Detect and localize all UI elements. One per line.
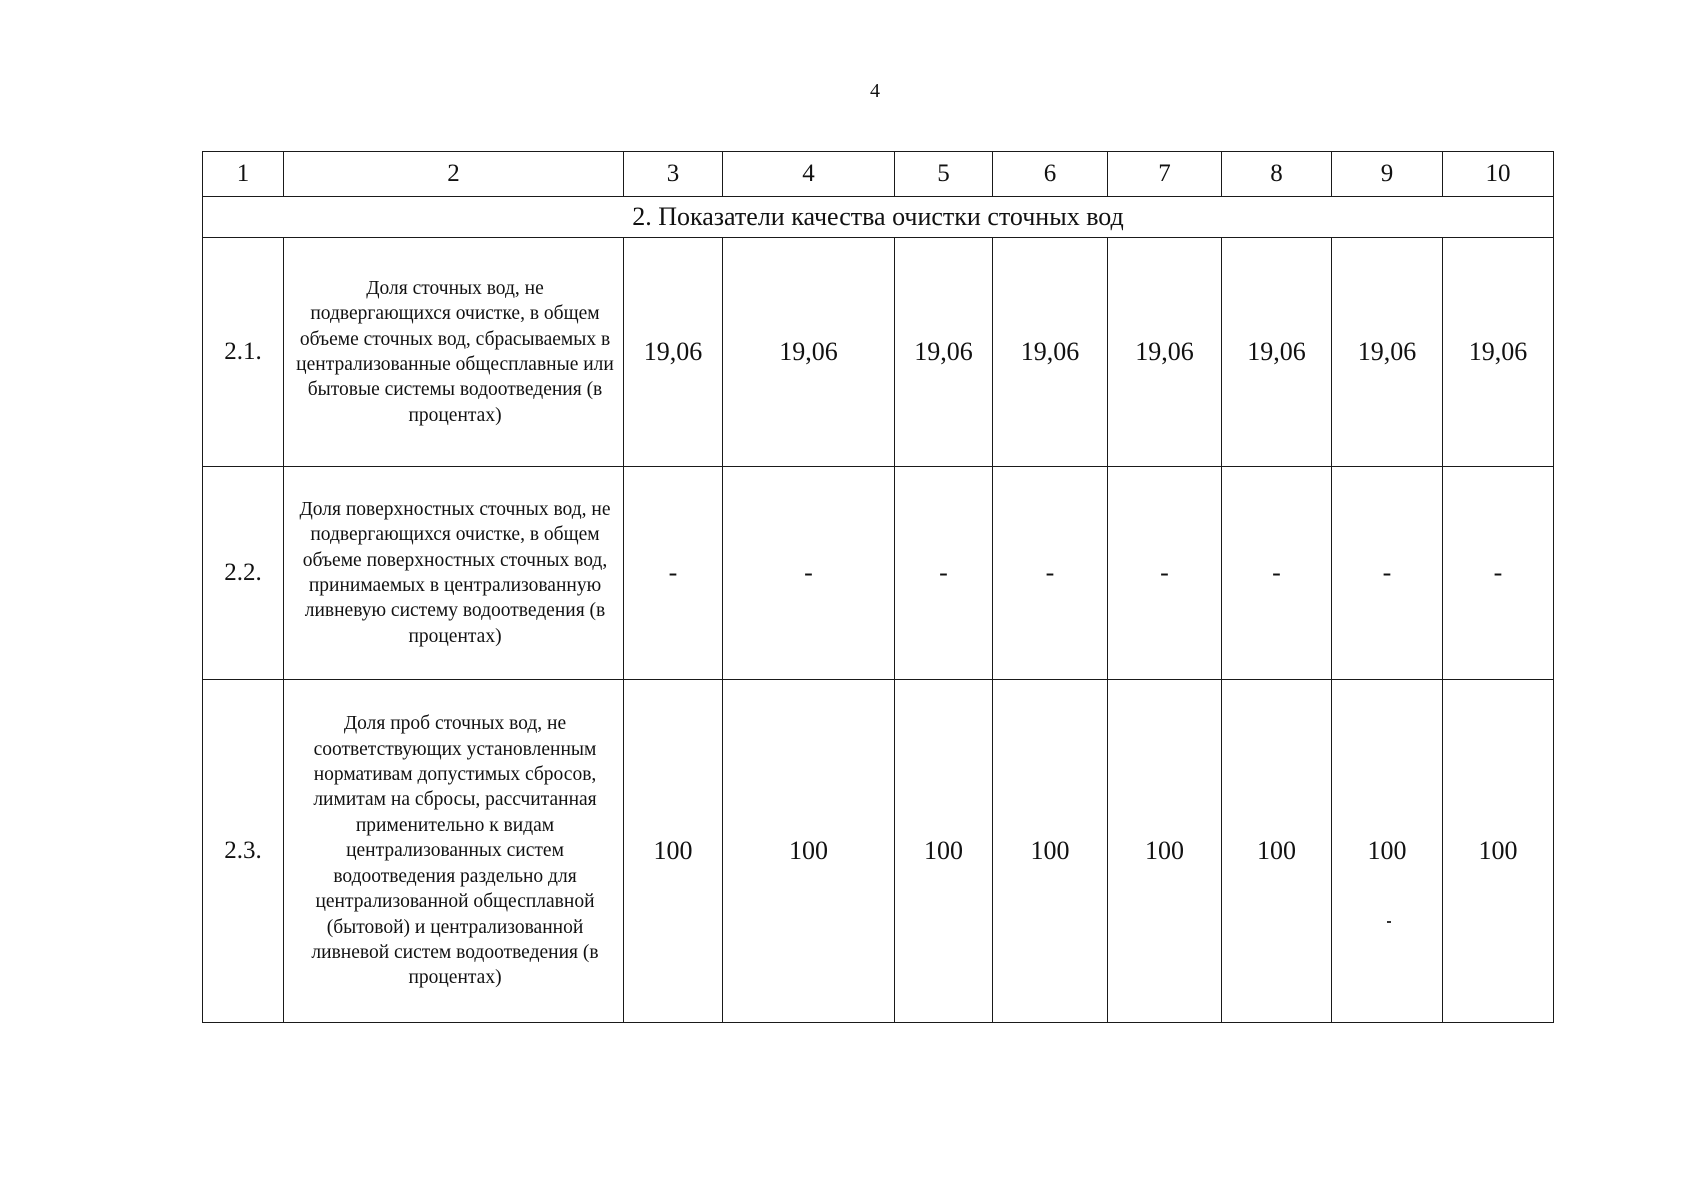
row-description: Доля сточных вод, не подвергающихся очистке, в общем объеме сточных вод, сбрасываемых в централизованные общесплавные или бытовые системы водоотведения (в процентах) [284, 238, 624, 467]
column-header: 8 [1222, 152, 1332, 197]
page-number: 4 [870, 80, 880, 102]
row-number: 2.1. [203, 238, 284, 467]
column-header: 4 [723, 152, 895, 197]
value-cell: 100 [624, 680, 723, 1023]
value-cell: 19,06 [1108, 238, 1222, 467]
value-cell: - [1222, 467, 1332, 680]
value-cell: 19,06 [895, 238, 993, 467]
column-header: 10 [1443, 152, 1554, 197]
value-cell: 100 [1108, 680, 1222, 1023]
value-cell: - [723, 467, 895, 680]
column-header: 9 [1332, 152, 1443, 197]
value-cell: 100 [1443, 680, 1554, 1023]
value-cell: - [993, 467, 1108, 680]
column-header: 1 [203, 152, 284, 197]
value-cell: 100 [993, 680, 1108, 1023]
value-cell: - [1443, 467, 1554, 680]
value-cell: - [624, 467, 723, 680]
column-number-row [203, 152, 1554, 197]
row-description: Доля поверхностных сточных вод, не подвергающихся очистке, в общем объеме поверхностных сточных вод, принимаемых в централизованную ливневую систему водоотведения (в процентах) [284, 467, 624, 680]
value-cell: 19,06 [723, 238, 895, 467]
row-number: 2.3. [203, 680, 284, 1023]
value-cell: 100 [723, 680, 895, 1023]
table-row [203, 680, 1554, 1023]
section-row [203, 197, 1554, 238]
value-cell: - [1332, 467, 1443, 680]
value-cell: - [1108, 467, 1222, 680]
row-description: Доля проб сточных вод, не соответствующих установленным нормативам допустимых сбросов, лимитам на сбросы, рассчитанная применительно к видам централизованных систем водоотведения раздельно для централизованной общесплавной (бытовой) и централизованной ливневой систем водоотведения (в процентах) [284, 680, 624, 1023]
value-cell: 100 [895, 680, 993, 1023]
stray-mark [1387, 921, 1391, 923]
table-row [203, 467, 1554, 680]
indicators-table [202, 151, 1554, 1023]
column-header: 2 [284, 152, 624, 197]
column-header: 6 [993, 152, 1108, 197]
row-number: 2.2. [203, 467, 284, 680]
column-header: 5 [895, 152, 993, 197]
table-row [203, 238, 1554, 467]
value-cell: 100 [1332, 680, 1443, 1023]
value-cell: 19,06 [624, 238, 723, 467]
value-cell: 19,06 [993, 238, 1108, 467]
value-cell: 19,06 [1222, 238, 1332, 467]
value-cell: - [895, 467, 993, 680]
value-cell: 19,06 [1443, 238, 1554, 467]
column-header: 3 [624, 152, 723, 197]
section-title: 2. Показатели качества очистки сточных вод [203, 197, 1554, 238]
column-header: 7 [1108, 152, 1222, 197]
value-cell: 100 [1222, 680, 1332, 1023]
value-cell: 19,06 [1332, 238, 1443, 467]
